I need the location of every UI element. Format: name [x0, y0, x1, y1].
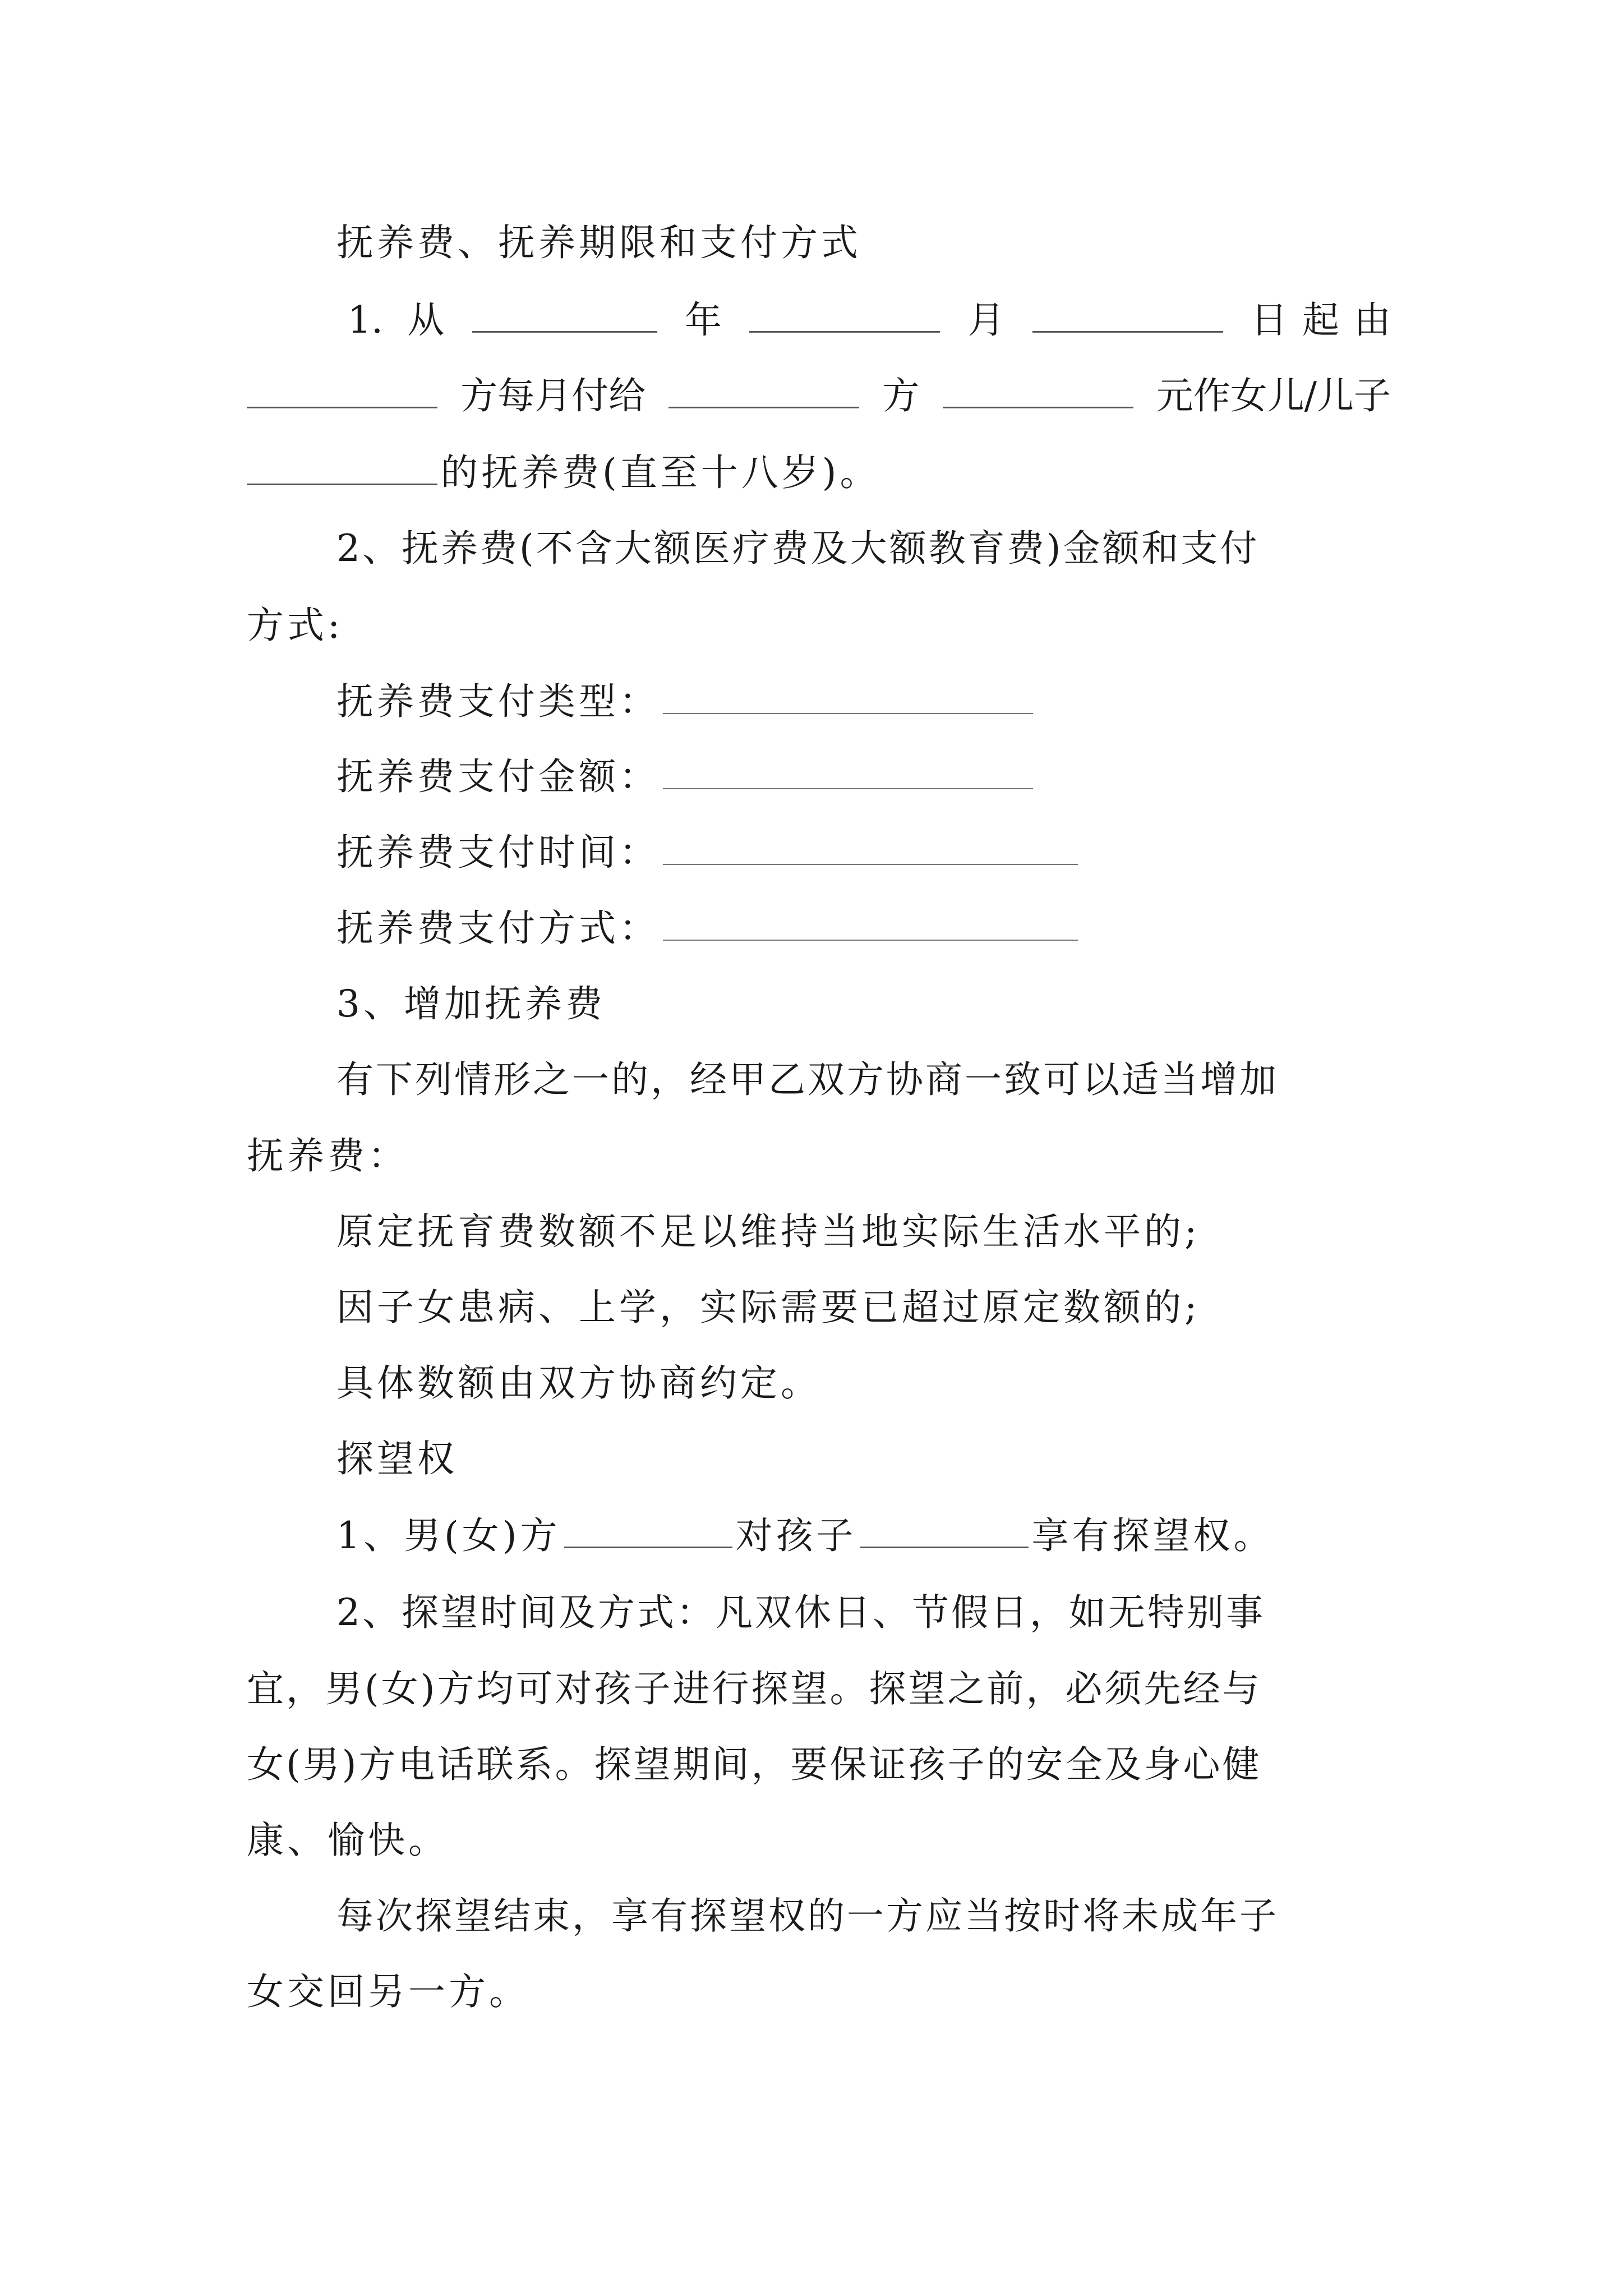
visit-end-line2: 女交回另一方。 — [247, 1970, 529, 2013]
field-method-blank[interactable] — [663, 938, 1078, 941]
field-time-row: 抚养费支付时间： — [336, 834, 1391, 871]
support-item1-line1: 1. 从 年 月 日起由 — [348, 298, 1405, 342]
visit-item1: 1、男(女)方 对孩子 享有探望权。 — [336, 1514, 1274, 1557]
field-method-row: 抚养费支付方式： — [336, 910, 1391, 947]
child-name-blank[interactable] — [247, 482, 437, 485]
visit-heading: 探望权 — [336, 1437, 458, 1480]
increase-line2: 抚养费： — [247, 1134, 408, 1177]
increase-case1: 原定抚育费数额不足以维持当地实际生活水平的; — [336, 1210, 1201, 1253]
support-item2-line2: 方式: — [247, 604, 344, 647]
visit-item2-line4: 康、愉快。 — [247, 1819, 449, 1862]
field-type-row: 抚养费支付类型： — [336, 683, 1391, 720]
increase-case2: 因子女患病、上学，实际需要已超过原定数额的; — [336, 1286, 1201, 1329]
field-amount-blank[interactable] — [663, 787, 1033, 789]
start-day-blank[interactable] — [1032, 330, 1223, 333]
visit-end-line1: 每次探望结束，享有探望权的一方应当按时将未成年子 — [336, 1894, 1279, 1938]
visit-item2-line3: 女(男)方电话联系。探望期间，要保证孩子的安全及身心健 — [247, 1743, 1262, 1786]
start-month-blank[interactable] — [749, 330, 940, 333]
support-heading: 抚养费、抚养期限和支付方式 — [336, 221, 861, 264]
support-item3-title: 3、增加抚养费 — [336, 982, 606, 1025]
increase-line1: 有下列情形之一的，经甲乙双方协商一致可以适当增加 — [336, 1058, 1279, 1101]
visit-item2-line1: 2、探望时间及方式：凡双休日、节假日，如无特别事 — [336, 1591, 1265, 1634]
payee-blank[interactable] — [668, 406, 859, 408]
support-item2-line1: 2、抚养费(不含大额医疗费及大额教育费)金额和支付 — [336, 527, 1260, 570]
start-year-blank[interactable] — [472, 330, 657, 333]
amount-blank[interactable] — [943, 406, 1133, 408]
visit-item2-line2: 宜，男(女)方均可对孩子进行探望。探望之前，必须先经与 — [247, 1667, 1262, 1710]
increase-case3: 具体数额由双方协商约定。 — [336, 1361, 821, 1405]
visiting-party-blank[interactable] — [564, 1545, 732, 1548]
support-item1-line2: 方每月付给 方 元作女儿/儿子 — [247, 378, 1391, 415]
support-item1-line3: 的抚养费(直至十八岁)。 — [247, 454, 1391, 491]
child-name-visit-blank[interactable] — [860, 1545, 1029, 1548]
field-type-blank[interactable] — [663, 712, 1033, 714]
field-amount-row: 抚养费支付金额： — [336, 758, 1391, 795]
field-time-blank[interactable] — [663, 863, 1078, 865]
payer-blank[interactable] — [247, 406, 437, 408]
